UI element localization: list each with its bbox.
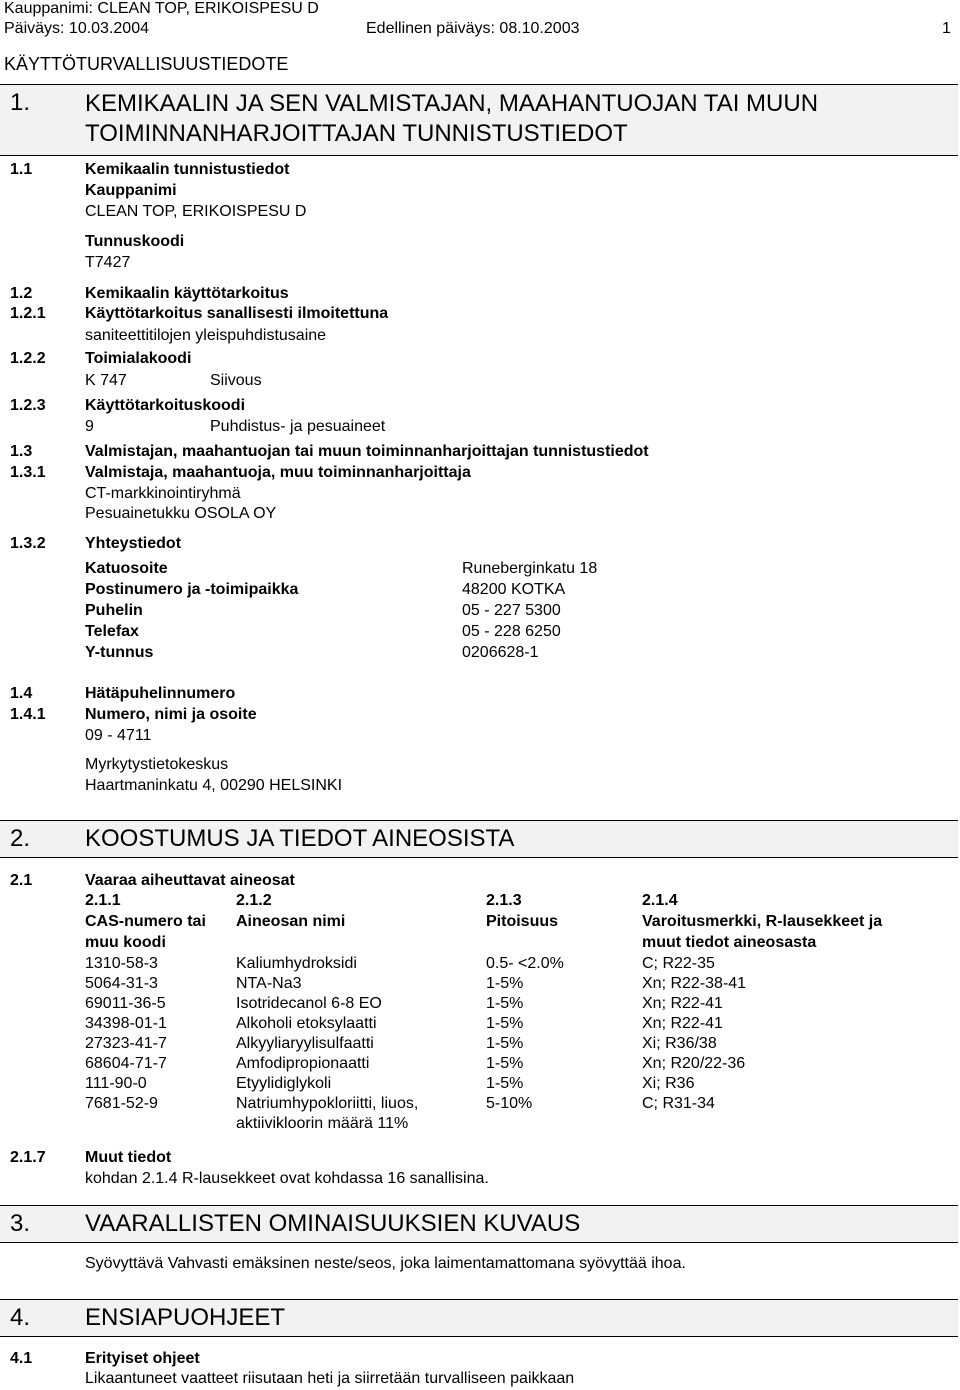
column-header: CAS-numero tai	[85, 913, 206, 930]
column-header: Pitoisuus	[486, 913, 559, 930]
emergency-phone: 09 - 4711	[85, 727, 152, 744]
document-title: KÄYTTÖTURVALLISUUSTIEDOTE	[4, 54, 289, 74]
concentration: 0.5- <2.0%	[486, 955, 564, 972]
column-header: muu koodi	[85, 934, 166, 951]
section-number: 3.	[10, 1210, 31, 1237]
id-code-value: T7427	[85, 254, 131, 271]
cas-number: 69011-36-5	[85, 995, 166, 1012]
usage-code-description: Puhdistus- ja pesuaineet	[210, 418, 386, 435]
section-title: ENSIAPUOHJEET	[85, 1304, 286, 1331]
contact-label: Postinumero ja -toimipaikka	[85, 581, 299, 598]
industry-description: Siivous	[210, 372, 262, 389]
subsection-number: 1.2.2	[10, 350, 46, 367]
section-title-line2: TOIMINNANHARJOITTAJAN TUNNISTUSTIEDOT	[85, 120, 628, 147]
column-header: Varoitusmerkki, R-lausekkeet ja	[642, 913, 883, 930]
contact-value: 48200 KOTKA	[462, 581, 566, 598]
section-4-heading	[0, 1299, 958, 1337]
subsection-label: Numero, nimi ja osoite	[85, 706, 257, 723]
header-product-line: Kauppanimi: CLEAN TOP, ERIKOISPESU D	[4, 0, 319, 17]
hazard-info: Xi; R36	[642, 1075, 695, 1092]
subsection-number: 1.3.1	[10, 464, 46, 481]
concentration: 1-5%	[486, 1015, 524, 1032]
trade-name-value: CLEAN TOP, ERIKOISPESU D	[85, 203, 307, 220]
concentration: 5-10%	[486, 1095, 533, 1112]
ingredient-name: Alkoholi etoksylaatti	[236, 1015, 377, 1032]
hazard-info: Xn; R22-41	[642, 995, 723, 1012]
ingredient-name: Alkyyliaryylisulfaatti	[236, 1035, 374, 1052]
header-previous-date: Edellinen päiväys: 08.10.2003	[366, 20, 580, 37]
hazard-info: C; R31-34	[642, 1095, 715, 1112]
cas-number: 27323-41-7	[85, 1035, 167, 1052]
cas-number: 5064-31-3	[85, 975, 158, 992]
subsection-number: 1.2	[10, 285, 33, 302]
subsection-number: 2.1	[10, 872, 33, 889]
hazard-description: Syövyttävä Vahvasti emäksinen neste/seos, joka laimentamattomana syövyttää ihoa.	[85, 1255, 686, 1272]
hazard-info: Xn; R22-41	[642, 1015, 723, 1032]
section-2-heading	[0, 820, 958, 858]
contact-value: 0206628-1	[462, 644, 539, 661]
subsection-number: 1.1	[10, 161, 33, 178]
column-header: Aineosan nimi	[236, 913, 346, 930]
column-code: 2.1.2	[236, 892, 272, 909]
subsection-label: Käyttötarkoitus sanallisesti ilmoitettuna	[85, 305, 389, 322]
emergency-address: Haartmaninkatu 4, 00290 HELSINKI	[85, 777, 343, 794]
section-title-line1: KEMIKAALIN JA SEN VALMISTAJAN, MAAHANTUOJAN TAI MUUN	[85, 90, 819, 117]
contact-label: Telefax	[85, 623, 139, 640]
subsection-label: Toimialakoodi	[85, 350, 192, 367]
other-info-text: kohdan 2.1.4 R-lausekkeet ovat kohdassa 16 sanallisina.	[85, 1170, 489, 1187]
subsection-number: 1.3.2	[10, 535, 46, 552]
concentration: 1-5%	[486, 995, 524, 1012]
concentration: 1-5%	[486, 1055, 524, 1072]
manufacturer-line2: Pesuainetukku OSOLA OY	[85, 505, 277, 522]
hazard-info: Xn; R22-38-41	[642, 975, 747, 992]
column-code: 2.1.1	[85, 892, 121, 909]
section-title: KOOSTUMUS JA TIEDOT AINEOSISTA	[85, 825, 515, 852]
contact-label: Katuosoite	[85, 560, 168, 577]
ingredient-name: Etyylidiglykoli	[236, 1075, 332, 1092]
page-number: 1	[942, 20, 951, 37]
contact-value: Runeberginkatu 18	[462, 560, 598, 577]
cas-number: 68604-71-7	[85, 1055, 167, 1072]
subsection-label: Yhteystiedot	[85, 535, 182, 552]
section-1-heading	[0, 84, 958, 156]
subsection-label: Muut tiedot	[85, 1149, 172, 1166]
section-number: 1.	[10, 89, 31, 116]
industry-code: K 747	[85, 372, 127, 389]
subsection-number: 1.3	[10, 443, 33, 460]
id-code-label: Tunnuskoodi	[85, 233, 185, 250]
section-number: 4.	[10, 1304, 31, 1331]
ingredient-name: NTA-Na3	[236, 975, 302, 992]
header-date: Päiväys: 10.03.2004	[4, 20, 149, 37]
first-aid-text: Likaantuneet vaatteet riisutaan heti ja siirretään turvalliseen paikkaan	[85, 1370, 575, 1387]
cas-number: 34398-01-1	[85, 1015, 167, 1032]
subsection-label: Erityiset ohjeet	[85, 1350, 200, 1367]
section-3-heading	[0, 1205, 958, 1243]
trade-name-label: Kauppanimi	[85, 182, 177, 199]
ingredient-name-line2: aktiivikloorin määrä 11%	[236, 1115, 409, 1132]
subsection-number: 4.1	[10, 1350, 33, 1367]
usage-code: 9	[85, 418, 94, 435]
column-header: muut tiedot aineosasta	[642, 934, 817, 951]
ingredient-name: Natriumhypokloriitti, liuos,	[236, 1095, 419, 1112]
subsection-number: 1.2.1	[10, 305, 46, 322]
hazard-info: Xi; R36/38	[642, 1035, 717, 1052]
section-title: VAARALLISTEN OMINAISUUKSIEN KUVAUS	[85, 1210, 581, 1237]
subsection-label: Käyttötarkoituskoodi	[85, 397, 246, 414]
subsection-label: Vaaraa aiheuttavat aineosat	[85, 872, 295, 889]
cas-number: 7681-52-9	[85, 1095, 158, 1112]
contact-label: Puhelin	[85, 602, 143, 619]
subsection-label: Valmistajan, maahantuojan tai muun toiminnanharjoittajan tunnistustiedot	[85, 443, 649, 460]
subsection-number: 1.2.3	[10, 397, 46, 414]
usage-description: saniteettitilojen yleispuhdistusaine	[85, 327, 327, 344]
column-code: 2.1.4	[642, 892, 678, 909]
manufacturer-line1: CT-markkinointiryhmä	[85, 485, 241, 502]
subsection-label: Kemikaalin tunnistustiedot	[85, 161, 290, 178]
ingredient-name: Amfodipropionaatti	[236, 1055, 370, 1072]
ingredient-name: Isotridecanol 6-8 EO	[236, 995, 382, 1012]
concentration: 1-5%	[486, 1075, 524, 1092]
ingredient-name: Kaliumhydroksidi	[236, 955, 357, 972]
concentration: 1-5%	[486, 975, 524, 992]
section-number: 2.	[10, 825, 31, 852]
subsection-number: 2.1.7	[10, 1149, 46, 1166]
subsection-label: Valmistaja, maahantuoja, muu toiminnanharjoittaja	[85, 464, 471, 481]
hazard-info: C; R22-35	[642, 955, 715, 972]
contact-label: Y-tunnus	[85, 644, 154, 661]
subsection-label: Kemikaalin käyttötarkoitus	[85, 285, 289, 302]
subsection-number: 1.4	[10, 685, 33, 702]
column-code: 2.1.3	[486, 892, 522, 909]
emergency-org: Myrkytystietokeskus	[85, 756, 229, 773]
hazard-info: Xn; R20/22-36	[642, 1055, 746, 1072]
cas-number: 1310-58-3	[85, 955, 158, 972]
concentration: 1-5%	[486, 1035, 524, 1052]
cas-number: 111-90-0	[85, 1075, 147, 1092]
contact-value: 05 - 228 6250	[462, 623, 561, 640]
contact-value: 05 - 227 5300	[462, 602, 561, 619]
subsection-label: Hätäpuhelinnumero	[85, 685, 236, 702]
subsection-number: 1.4.1	[10, 706, 46, 723]
section-title	[85, 89, 818, 149]
